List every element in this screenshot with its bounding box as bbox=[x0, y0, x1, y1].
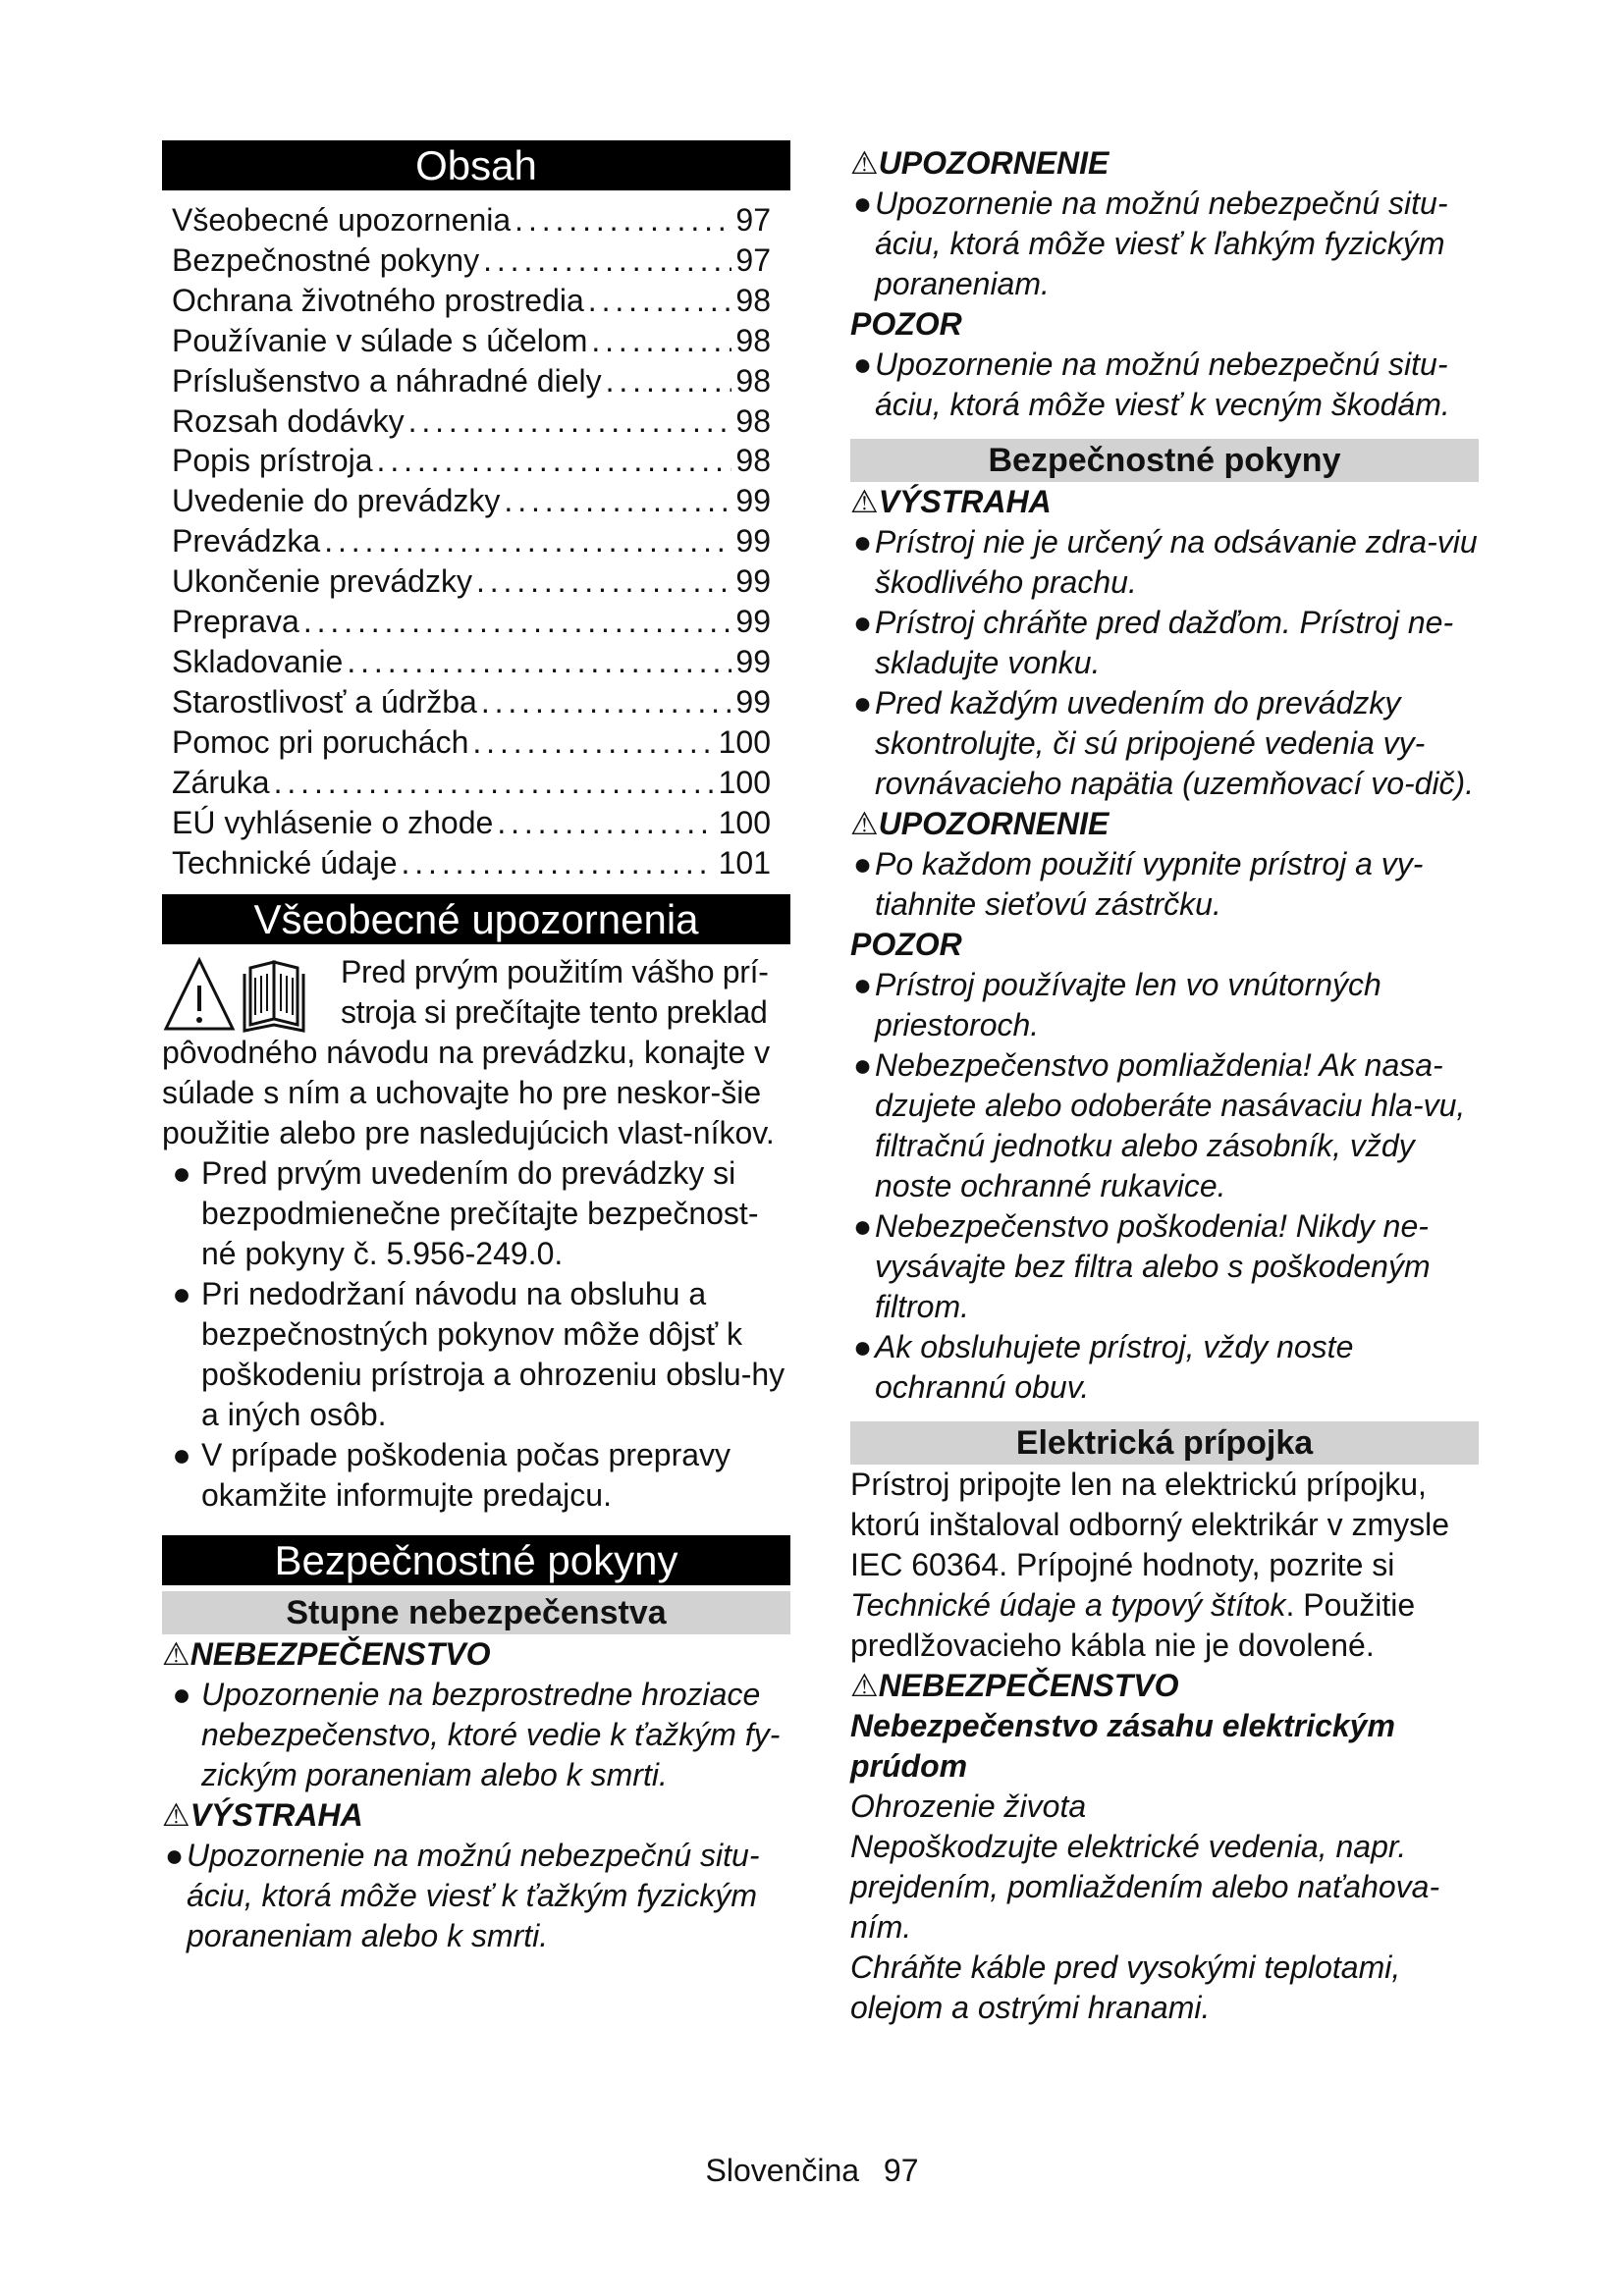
bullet-icon: ● bbox=[172, 1276, 191, 1312]
footer-language: Slovenčina bbox=[705, 2153, 860, 2188]
intro-block bbox=[162, 952, 790, 1033]
toc-item[interactable]: EÚ vyhlásenie o zhode . . . 100 bbox=[172, 803, 771, 843]
list-item: ● Upozornenie na bezprostredne hroziace nebezpečenstvo, ktoré vedie k ťažkým fy-zickým poraneniam alebo k smrti. bbox=[162, 1675, 790, 1795]
toc-item[interactable]: Používanie v súlade s účelom . . . 98 bbox=[172, 321, 771, 361]
shock-text-line: Chráňte káble pred vysokými teplotami, olejom a ostrými hranami. bbox=[850, 1949, 1401, 2025]
list-item: ● Prístroj používajte len vo vnútorných priestoroch. bbox=[850, 965, 1479, 1045]
bullet-icon: ● bbox=[852, 1208, 873, 1244]
danger-label: ⚠NEBEZPEČENSTVO bbox=[850, 1668, 1179, 1703]
bullet-icon: ● bbox=[164, 1838, 185, 1874]
toc-title: Obsah bbox=[162, 140, 790, 190]
list-item: ● Nebezpečenstvo pomliaždenia! Ak nasa-dzujete alebo odoberáte nasávaciu hla-vu, filtračnú jednotku alebo zásobník, vždy noste ochranné rukavice. bbox=[850, 1045, 1479, 1206]
toc-item[interactable]: Záruka . . . 100 bbox=[172, 763, 771, 803]
bullet-icon: ● bbox=[852, 846, 873, 881]
bullet-icon: ● bbox=[852, 186, 873, 221]
toc-item[interactable]: Všeobecné upozornenia . . . 97 bbox=[172, 200, 771, 240]
toc-item[interactable]: Rozsah dodávky . . . 98 bbox=[172, 401, 771, 442]
toc-item[interactable]: Príslušenstvo a náhradné diely . . . 98 bbox=[172, 361, 771, 401]
electric-shock-title: Nebezpečenstvo zásahu elektrickým prúdom bbox=[850, 1708, 1395, 1784]
electrical-connection-text: Prístroj pripojte len na elektrickú prípojku, ktorú inštaloval odborný elektrikár v zmysle IEC 60364. Prípojné hodnoty, pozrite si Technické údaje a typový štítok. Použitie predlžovacieho kábla nie je dovolené. bbox=[850, 1467, 1450, 1663]
shock-text-line: Ohrozenie života bbox=[850, 1789, 1087, 1824]
list-item: ● Prístroj nie je určený na odsávanie zdra-viu škodlivého prachu. bbox=[850, 522, 1479, 603]
warning-manual-icon bbox=[162, 954, 327, 1035]
list-item: ● Upozornenie na možnú nebezpečnú situ-áciu, ktorá môže viesť k ľahkým fyzickým poraneniam. bbox=[850, 184, 1479, 304]
toc-item[interactable]: Ochrana životného prostredia . . . 98 bbox=[172, 281, 771, 321]
list-item: ● Nebezpečenstvo poškodenia! Nikdy ne-vysávajte bez filtra alebo s poškodeným filtrom. bbox=[850, 1206, 1479, 1327]
list-item: ● Upozornenie na možnú nebezpečnú situ-áciu, ktorá môže viesť k ťažkým fyzickým poraneniam alebo k smrti. bbox=[162, 1836, 790, 1956]
bullet-icon: ● bbox=[172, 1155, 191, 1192]
bullet-icon: ● bbox=[172, 1437, 191, 1473]
page-footer bbox=[0, 2153, 1624, 2189]
toc-item[interactable]: Prevádzka . . . 99 bbox=[172, 521, 771, 561]
page-number: 97 bbox=[883, 2153, 919, 2188]
list-item: ● V prípade poškodenia počas prepravy okamžite informujte predajcu. bbox=[162, 1435, 790, 1516]
bullet-icon: ● bbox=[852, 685, 873, 721]
attention-label: POZOR bbox=[850, 927, 962, 962]
list-item: ● Pred každým uvedením do prevádzky skontrolujte, či sú pripojené vedenia vy-rovnávacieho napätia (uzemňovací vo-dič). bbox=[850, 683, 1479, 804]
table-of-contents bbox=[172, 200, 771, 882]
toc-item[interactable]: Pomoc pri poruchách . . . 100 bbox=[172, 722, 771, 763]
toc-item[interactable]: Uvedenie do prevádzky . . . 99 bbox=[172, 481, 771, 521]
bullet-icon: ● bbox=[172, 1677, 191, 1713]
electrical-connection-heading: Elektrická prípojka bbox=[850, 1421, 1479, 1465]
bullet-icon: ● bbox=[852, 1329, 873, 1364]
shock-text-line: Nepoškodzujte elektrické vedenia, napr. prejdením, pomliaždením alebo naťahova-ním. bbox=[850, 1829, 1440, 1945]
bullet-icon: ● bbox=[852, 524, 873, 560]
right-column bbox=[850, 143, 1479, 2028]
toc-item[interactable]: Skladovanie . . . 99 bbox=[172, 642, 771, 682]
bullet-icon: ● bbox=[852, 1047, 873, 1083]
list-item: ● Pri nedodržaní návodu na obsluhu a bezpečnostných pokynov môže dôjsť k poškodeniu prístroja a ohrozeniu obslu-hy a iných osôb. bbox=[162, 1274, 790, 1435]
toc-item[interactable]: Bezpečnostné pokyny . . . 97 bbox=[172, 240, 771, 281]
list-item: ● Prístroj chráňte pred dažďom. Prístroj ne-skladujte vonku. bbox=[850, 603, 1479, 683]
intro-text-top: Pred prvým použitím vášho prí- stroja si prečítajte tento preklad bbox=[341, 954, 769, 1031]
bullet-icon: ● bbox=[852, 967, 873, 1002]
toc-item[interactable]: Starostlivosť a údržba . . . 99 bbox=[172, 682, 771, 722]
list-item: ● Po každom použití vypnite prístroj a vy-tiahnite sieťovú zástrčku. bbox=[850, 844, 1479, 925]
toc-item[interactable]: Popis prístroja . . . 98 bbox=[172, 441, 771, 481]
warning-label: ⚠VÝSTRAHA bbox=[850, 484, 1052, 519]
list-item: ● Ak obsluhujete prístroj, vždy noste ochrannú obuv. bbox=[850, 1327, 1479, 1408]
danger-label: ⚠NEBEZPEČENSTVO bbox=[162, 1636, 491, 1673]
bullet-icon: ● bbox=[852, 605, 873, 640]
safety-heading: Bezpečnostné pokyny bbox=[162, 1535, 790, 1585]
list-item: ● Pred prvým uvedením do prevádzky si bezpodmienečne prečítajte bezpečnost-né pokyny č. 5.956-249.0. bbox=[162, 1153, 790, 1274]
toc-item[interactable]: Preprava . . . 99 bbox=[172, 602, 771, 642]
caution-label: ⚠UPOZORNENIE bbox=[850, 145, 1110, 181]
toc-item[interactable]: Technické údaje . . . 101 bbox=[172, 843, 771, 883]
general-notes-heading: Všeobecné upozornenia bbox=[162, 894, 790, 944]
left-column bbox=[162, 140, 790, 1956]
hazard-levels-heading: Stupne nebezpečenstva bbox=[162, 1591, 790, 1634]
toc-item[interactable]: Ukončenie prevádzky . . . 99 bbox=[172, 561, 771, 602]
intro-text-rest: pôvodného návodu na prevádzku, konajte v súlade s ním a uchovajte ho pre neskor-šie použitie alebo pre nasledujúcich vlast-níkov. bbox=[162, 1035, 775, 1151]
warning-label: ⚠VÝSTRAHA bbox=[162, 1797, 363, 1834]
safety-instructions-heading: Bezpečnostné pokyny bbox=[850, 439, 1479, 482]
bullet-icon: ● bbox=[852, 347, 873, 382]
caution-label: ⚠UPOZORNENIE bbox=[850, 806, 1110, 841]
attention-label: POZOR bbox=[850, 306, 962, 342]
list-item: ● Upozornenie na možnú nebezpečnú situ-áciu, ktorá môže viesť k vecným škodám. bbox=[850, 345, 1479, 425]
